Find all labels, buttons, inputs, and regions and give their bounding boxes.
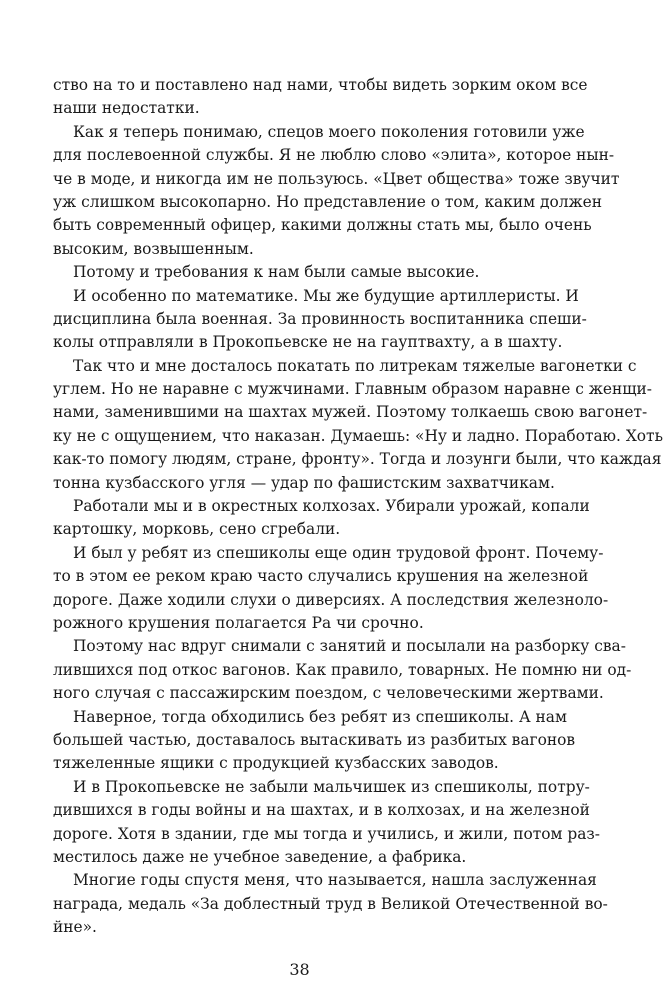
text-line: дившихся в годы войны и на шахтах, и в колхозах, и на железной	[53, 801, 590, 820]
text-line: картошку, морковь, сено сгребали.	[53, 520, 341, 539]
page-number: 38	[289, 960, 310, 979]
text-line: нами, заменившими на шахтах мужей. Поэтому толкаешь свою вагонет-	[53, 403, 648, 422]
text-line: И был у ребят из спешиколы еще один трудовой фронт. Почему-	[73, 543, 604, 562]
text-line: дороге. Хотя в здании, где мы тогда и учились, и жили, потом раз-	[53, 824, 600, 843]
text-line: Многие годы спустя меня, что называется, нашла заслуженная	[73, 871, 597, 890]
text-line: тонна кузбасского угля — удар по фашистским захватчикам.	[53, 473, 555, 492]
text-line: дисциплина была военная. За провинность воспитанника спеши-	[53, 309, 587, 328]
text-line: быть современный офицер, какими должны стать мы, было очень	[53, 216, 592, 235]
text-line: награда, медаль «За доблестный труд в Великой Отечественной во-	[53, 894, 608, 913]
text-line: ного случая с пассажирским поездом, с человеческими жертвами.	[53, 684, 604, 703]
text-line: колы отправляли в Прокопьевске не на гауптвахту, а в шахту.	[53, 333, 563, 352]
text-line: тяжеленные ящики с продукцией кузбасских заводов.	[53, 754, 499, 773]
text-line: углем. Но не наравне с мужчинами. Главным образом наравне с женщи-	[53, 380, 653, 399]
text-line: рожного крушения полагается Ра чи срочно.	[53, 613, 424, 632]
text-line: большей частью, доставалось вытаскивать из разбитых вагонов	[53, 730, 576, 749]
page-body	[53, 74, 663, 939]
text-line: уж слишком высокопарно. Но представление о том, каким должен	[53, 192, 603, 211]
text-line: то в этом ее реком краю часто случались крушения на железной	[53, 567, 589, 586]
text-line: йне».	[53, 918, 97, 937]
text-line: Так что и мне досталось покатать по литрекам тяжелые вагонетки с	[73, 356, 637, 375]
text-line: дороге. Даже ходили слухи о диверсиях. А последствия железноло-	[53, 590, 609, 609]
text-line: Поэтому нас вдруг снимали с занятий и посылали на разборку сва-	[73, 637, 626, 656]
text-line: лившихся под откос вагонов. Как правило, товарных. Не помню ни од-	[53, 660, 632, 679]
text-line: местилось даже не учебное заведение, а фабрика.	[53, 847, 467, 866]
text-line: высоким, возвышенным.	[53, 239, 254, 258]
text-line: И особенно по математике. Мы же будущие артиллеристы. И	[73, 286, 579, 305]
text-line: Наверное, тогда обходились без ребят из спешиколы. А нам	[73, 707, 567, 726]
text-line: Потому и требования к нам были самые высокие.	[73, 263, 480, 282]
text-line: Работали мы и в окрестных колхозах. Убирали урожай, копали	[73, 497, 590, 516]
text-line: наши недостатки.	[53, 99, 200, 118]
text-line: ку не с ощущением, что наказан. Думаешь: «Ну и ладно. Поработаю. Хоть	[53, 426, 663, 445]
text-line: че в моде, и никогда им не пользуюсь. «Цвет общества» тоже звучит	[53, 169, 620, 188]
text-line: Как я теперь понимаю, спецов моего поколения готовили уже	[73, 122, 585, 141]
text-line: И в Прокопьевске не забыли мальчишек из спешиколы, потру-	[73, 777, 590, 796]
text-line: для послевоенной службы. Я не люблю слово «элита», которое нын-	[53, 146, 615, 165]
text-line: как-то помогу людям, стране, фронту». Тогда и лозунги были, что каждая	[53, 450, 662, 469]
text-line: ство на то и поставлено над нами, чтобы видеть зорким оком все	[53, 76, 588, 94]
